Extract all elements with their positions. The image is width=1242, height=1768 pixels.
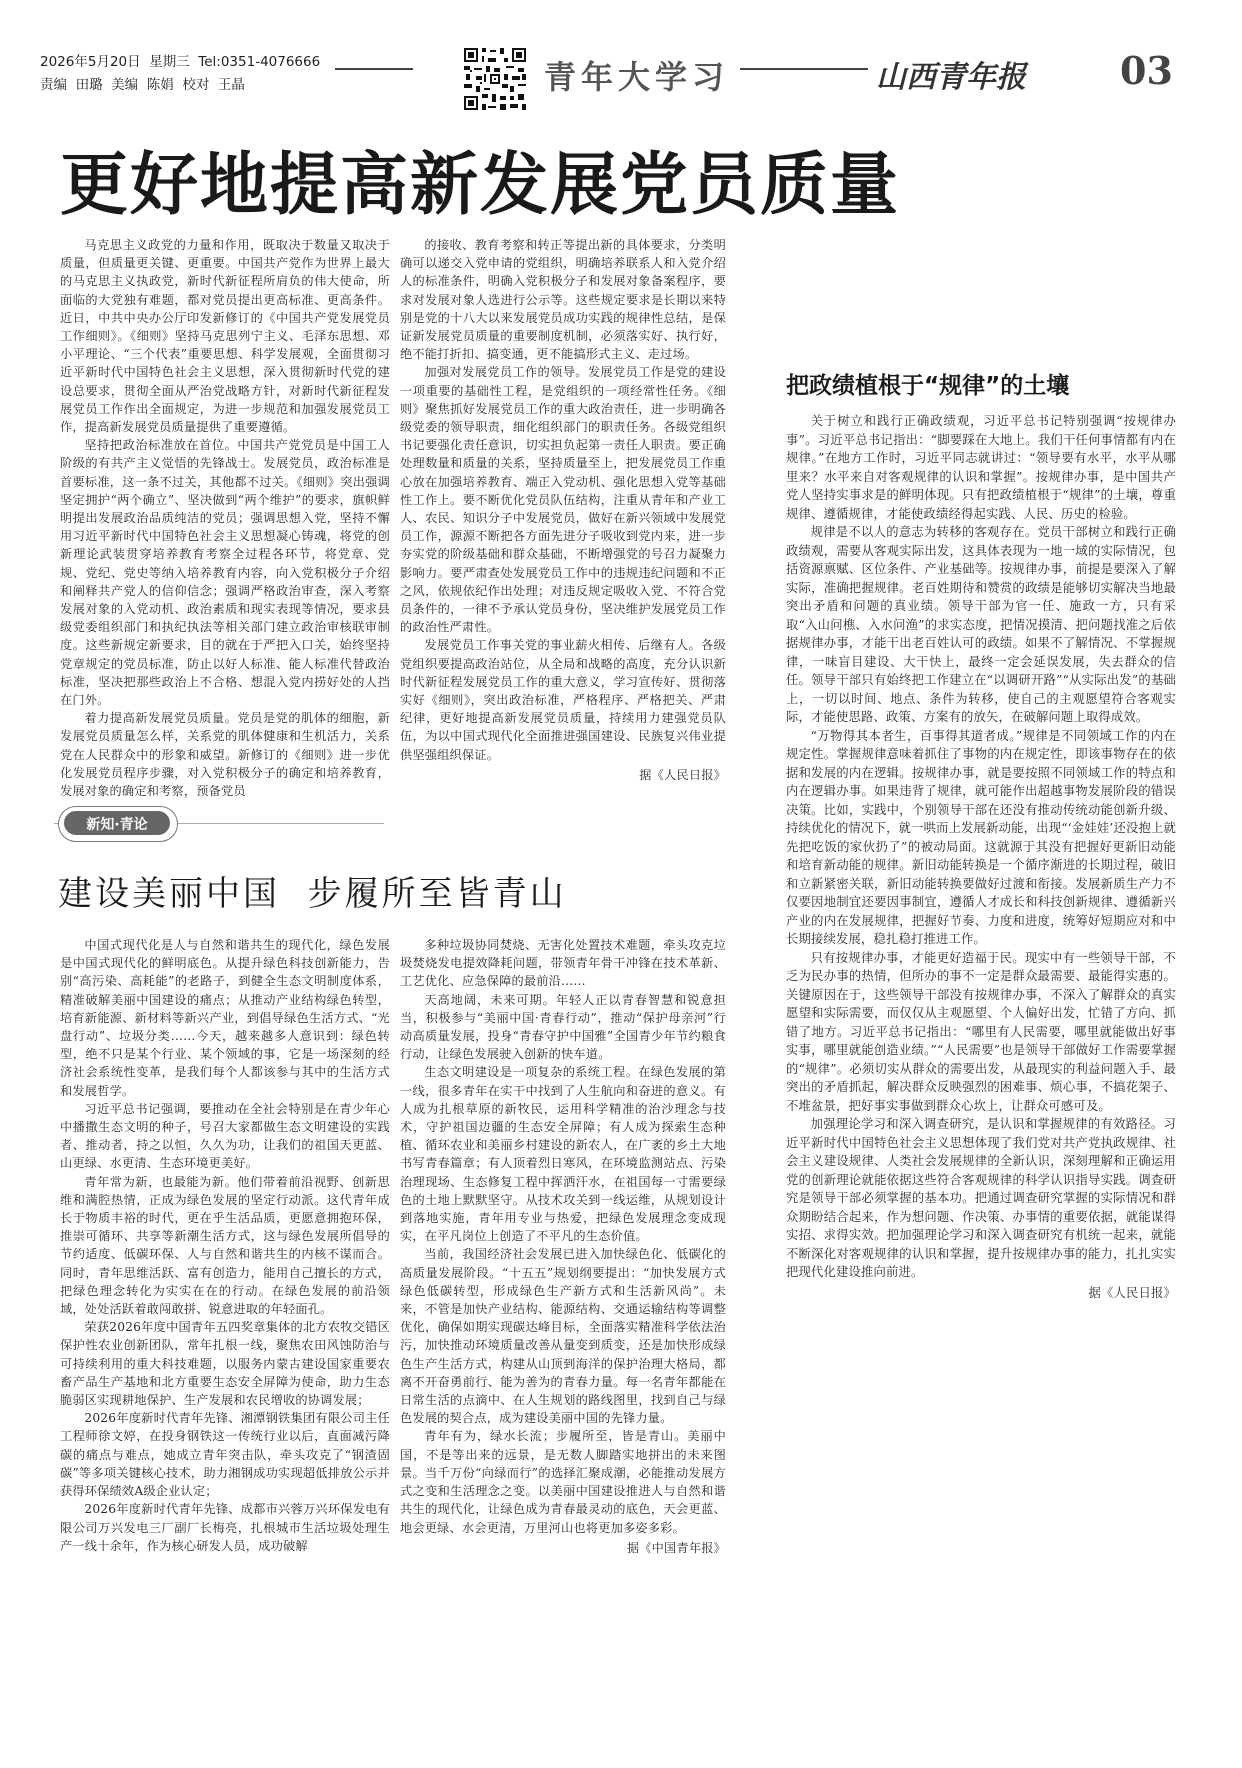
article3-headline: 把政绩植根于“规律”的土壤 — [786, 373, 1070, 399]
header-rule-right — [740, 68, 868, 70]
paragraph: 青年常为新，也最能为新。他们带着前沿视野、创新思维和满腔热情，正成为绿色发展的坚定行动派。这代青年成长于物质丰裕的时代，更在乎生活品质，更愿意拥抱环保，推崇可循环、共享等新潮生活方式，这与绿色发展所倡导的节约适度、低碳环保、人与自然和谐共生的内核不谋而合。同时，青年思维活跃、富有创造力，能用自己擅长的方式，把绿色理念转化为实实在在的行动。在绿色发展的前沿领域，处处活跃着敢闯敢拼、锐意进取的年轻面孔。 — [60, 1174, 390, 1317]
paragraph: 只有按规律办事，才能更好造福于民。现实中有一些领导干部，不乏为民办事的热情，但所办的事不一定是群众最需要、最能得实惠的。关键原因在于，这些领导干部没有按规律办事，不深入了解群众的真实愿望和实际需要，而仅仅从主观愿望、个人偏好出发，忙错了方向、抓错了地方。习近平总书记指出：“哪里有人民需要，哪里就能做出好事实事，哪里就能创造业绩。”“人民需要”也是领导干部做好工作需要掌握的“规律”。必须切实从群众的需要出发，从最现实的利益问题入手、最突出的矛盾抓起，解决群众反映强烈的困难事、烦心事，不搞花架子、不堆盆景，把好事实事做到群众心坎上，让群众可感可及。 — [786, 950, 1176, 1113]
source-credit: 据《人民日报》 — [1088, 1285, 1176, 1300]
source-credit: 据《中国青年报》 — [626, 1540, 726, 1555]
paragraph: 多种垃圾协同焚烧、无害化处置技术难题，牵头攻克垃圾焚烧发电提效降耗问题，带领青年骨干冲锋在技术革新、工艺优化、应急保障的最前沿…… — [400, 938, 726, 989]
paragraph: 中国式现代化是人与自然和谐共生的现代化，绿色发展是中国式现代化的鲜明底色。从提升绿色科技创新能力，告别“高污染、高耗能”的老路子，到健全生态文明制度体系，精准破解美丽中国建设的痛点；从推动产业结构绿色转型，培育新能源、新材料等新兴产业，到倡导绿色生活方式、“光盘行动”、垃圾分类……今天，越来越多人意识到：绿色转型，绝不只是某个行业、某个领域的事，它是一场深刻的经济社会系统性变革，是我们每个人都该参与其中的生活方式和发展哲学。 — [60, 938, 390, 1098]
paragraph: 加强对发展党员工作的领导。发展党员工作是党的建设一项重要的基础性工程，是党组织的一项经常性任务。《细则》聚焦抓好发展党员工作的重大政治责任，进一步明确各级党委的领导职责，细化组织部门的职责任务。各级党组织书记要强化责任意识，切实担负起第一责任人职责。要正确处理数量和质量的关系，坚持质量至上，把发展党员工作重心放在加强培养教育、端正入党动机、强化思想入党等基础性工作上。要不断优化党员队伍结构，注重从青年和产业工人、农民、知识分子中发展党员，做好在新兴领域中发展党员工作，源源不断把各方面先进分子吸收到党内来，进一步夯实党的阶级基础和群众基础，不断增强党的号召力凝聚力影响力。要严肃查处发展党员工作中的违规违纪问题和不正之风，依规依纪作出处理；对违反规定吸收入党、不符合党员条件的，一律不予承认党员身份，坚决维护发展党员工作的政治性严肃性。 — [400, 365, 726, 635]
page-number: 03 — [1120, 48, 1173, 93]
paragraph: 的接收、教育考察和转正等提出新的具体要求，分类明确可以递交入党申请的党组织，明确培养联系人和入党介绍人的标准条件，明确入党积极分子和发展对象备案程序，要求对发展对象人选进行公示等。这些规定要求是长期以来特别是党的十八大以来发展党员成功实践的规律性总结，是保证新发展党员质量的重要制度机制，必须落实好、执行好，绝不能打折扣、搞变通，更不能搞形式主义、走过场。 — [400, 238, 726, 362]
qr-code-icon — [462, 46, 528, 112]
paragraph: 2026年度新时代青年先锋、湘潭钢铁集团有限公司主任工程师徐文婷，在投身钢铁这一传统行业以后，直面减污降碳的痛点与难点，她成立青年突击队，牵头攻克了“钢渣固碳”等多项关键核心技术，助力湘钢成功实现超低排放公示并获得环保绩效A级企业认定； — [60, 1411, 390, 1499]
header-rule-left — [335, 68, 413, 70]
source-credit: 据《人民日报》 — [639, 767, 726, 782]
paragraph: 生态文明建设是一项复杂的系统工程。在绿色发展的第一线，很多青年在实干中找到了人生航向和奋进的意义。有人成为扎根草原的新牧民，运用科学精准的治沙理念与技术，守护祖国边疆的生态安全屏障；有人成为探索生态种植、循环农业和美丽乡村建设的新农人，在广袤的乡土大地书写青春篇章；有人顶着烈日寒风，在环境监测站点、污染治理现场、生态修复工程中挥洒汗水，在祖国每一寸需要绿色的土地上默默坚守。从技术攻关到一线运维，从规划设计到落地实施，青年用专业与热爱，把绿色发展理念变成现实，在平凡岗位上创造了不平凡的生态价值。 — [400, 1065, 726, 1244]
article3-column — [786, 412, 1176, 1302]
paragraph: 关于树立和践行正确政绩观，习近平总书记特别强调“按规律办事”。习近平总书记指出：“脚要踩在大地上。我们干任何事情都有内在规律。”在地方工作时，习近平同志就讲过：“领导要有水平，水平从哪里来？水平来自对客观规律的认识和掌握”。按规律办事，是中国共产党人坚持实事求是的鲜明体现。只有把政绩植根于“规律”的土壤，尊重规律、遵循规律，才能使政绩经得起实践、人民、历史的检验。 — [786, 414, 1176, 521]
article2-headline: 建设美丽中国 步履所至皆青山 — [58, 874, 567, 914]
column-tag-label: 新知·青论 — [86, 817, 148, 833]
masthead-logo: 山西青年报 — [876, 60, 1026, 95]
editors-line: 责编 田璐 美编 陈娟 校对 王晶 — [40, 77, 245, 93]
date-line: 2026年5月20日 星期三 Tel:0351-4076666 — [40, 54, 321, 70]
paragraph: “万物得其本者生，百事得其道者成。”规律是不同领域工作的内在规定性。掌握规律意味着抓住了事物的内在规定性，即该事物存在的依据和发展的内在逻辑。按规律办事，就是要按照不同领域工作的特点和内在逻辑办事。如果违背了规律，就可能作出超越事物发展阶段的错误决策。比如，实践中，个别领导干部在还没有推动传统动能创新升级、持续优化的情况下，就一哄而上发展新动能，出现“‘金娃娃’还没抱上就先把吃饭的家伙扔了”的被动局面。这就源于其没有把握好更新旧动能和培育新动能的规律。新旧动能转换是一个循序渐进的长期过程，破旧和立新紧密关联，新旧动能转换要做好过渡和衔接。发展新质生产力不仅要因地制宜还要因事制宜，遵循人才成长和科技创新规律、遵循新兴产业的内在发展规律，把握好节奏、力度和进度，统筹好短期应对和中长期接续发展，稳扎稳打推进工作。 — [786, 728, 1176, 946]
column-tag — [54, 806, 384, 842]
article-headline: 更好地提高新发展党员质量 — [60, 145, 901, 225]
paragraph: 当前，我国经济社会发展已进入加快绿色化、低碳化的高质量发展阶段。“十五五”规划纲要提出：“加快发展方式绿色低碳转型，形成绿色生产新方式和生活新风尚”。未来，不管是加快产业结构、能源结构、交通运输结构等调整优化，确保如期实现碳达峰目标，全面落实精准科学依法治污，加快推动环境质量改善从量变到质变，还是加快形成绿色生产生活方式，构建从山顶到海洋的保护治理大格局，都离不开奋勇前行、能为善为的青春力量。每一名青年都能在日常生活的点滴中、在人生规划的路线图里，找到自己与绿色发展的契合点，成为建设美丽中国的先锋力量。 — [400, 1247, 726, 1426]
article1-column-2 — [400, 236, 726, 784]
section-title: 青年大学习 — [544, 58, 730, 96]
paragraph: 天高地阔，未来可期。年轻人正以青春智慧和锐意担当，积极参与“美丽中国·青春行动”，推动“保护母亲河”行动高质量发展，投身“青春守护中国雅”全国青少年节约粮食行动，让绿色发展驶入创新的快车道。 — [400, 992, 726, 1062]
paragraph: 规律是不以人的意志为转移的客观存在。党员干部树立和践行正确政绩观，需要从客观实际出发，这具体表现为一地一域的实际情况，包括资源禀赋、区位条件、产业基础等。按规律办事，前提是要深入了解实际，准确把握规律。老百姓期待和赞赏的政绩是能够切实解决当地最突出矛盾和问题的真业绩。领导干部为官一任、施政一方，只有采取“入山问樵、入水问渔”的求实态度，把情况摸清、把问题找准之后依据规律办事，才能干出老百姓认可的政绩。如果不了解情况、不掌握规律，一味盲目建设、大干快上，最终一定会延误发展，失去群众的信任。领导干部只有始终把工作建立在“以调研开路”“从实际出发”的基础上，一切以时间、地点、条件为转移，使自己的主观愿望符合客观实际，才能使思路、政策、方案有的放矢，在破解问题上取得成效。 — [786, 525, 1176, 724]
paragraph: 着力提高新发展党员质量。党员是党的肌体的细胞，新发展党员质量怎么样，关系党的肌体健康和生机活力，关系党在人民群众中的形象和威望。新修订的《细则》进一步优化发展党员程序步骤，对入党积极分子的确定和培养教育，发展对象的确定和考察，预备党员 — [60, 711, 390, 799]
paragraph: 习近平总书记强调，要推动在全社会特别是在青少年心中播撒生态文明的种子，号召大家都做生态文明建设的实践者、推动者，持之以恒，久久为功，让我们的祖国天更蓝、山更绿、水更清、生态环境更美好。 — [60, 1101, 390, 1171]
article2-column-1 — [60, 936, 390, 1555]
paragraph: 2026年度新时代青年先锋、成都市兴蓉万兴环保发电有限公司万兴发电三厂副厂长梅亮，扎根城市生活垃圾处理生产一线十余年，作为核心研发人员，成功破解 — [60, 1502, 390, 1553]
paragraph: 马克思主义政党的力量和作用，既取决于数量又取决于质量，但质量更关键、更重要。中国共产党作为世界上最大的马克思主义执政党，新时代新征程所肩负的伟大使命，所面临的大党独有难题，都对党员提出更高标准、更高条件。近日，中共中央办公厅印发新修订的《中国共产党发展党员工作细则》。《细则》坚持马克思列宁主义、毛泽东思想、邓小平理论、“三个代表”重要思想、科学发展观，全面贯彻习近平新时代中国特色社会主义思想，深入贯彻新时代党的建设总要求，贯彻全面从严治党战略方针，对新时代新征程发展党员工作作出全面规定，为进一步规范和加强发展党员工作，提高新发展党员质量提供了重要遵循。 — [60, 238, 390, 435]
article2-column-2 — [400, 936, 726, 1557]
paragraph: 加强理论学习和深入调查研究，是认识和掌握规律的有效路径。习近平新时代中国特色社会主义思想体现了我们党对共产党执政规律、社会主义建设规律、人类社会发展规律的全新认识，深刻理解和正确运用党的创新理论就能依据这些符合客观规律的科学认识指导实践。调查研究是领导干部必须掌握的基本功。把通过调查研究掌握的实际情况和群众期盼结合起来，作为想问题、作决策、办事情的重要依据，就能谋得实招、求得实效。把加强理论学习和深入调查研究有机统一起来，就能不断深化对客观规律的认识和掌握，提升按规律办事的能力，扎扎实实把现代化建设推向前进。 — [786, 1117, 1176, 1279]
article1-column-1 — [60, 236, 390, 800]
paragraph: 青年有为，绿水长流；步履所至，皆是青山。美丽中国，不是等出来的远景，是无数人脚踏实地拼出的未来图景。当千万份“向绿而行”的选择汇聚成潮，必能推动发展方式之变和生活理念之变。以美丽中国建设推进人与自然和谐共生的现代化，让绿色成为青春最灵动的底色，天会更蓝、地会更绿、水会更清，万里河山也将更加多姿多彩。 — [400, 1429, 726, 1535]
paragraph: 荣获2026年度中国青年五四奖章集体的北方农牧交错区保护性农业创新团队，常年扎根一线，聚焦农田风蚀防治与可持续利用的重大科技难题，以服务内蒙古建设国家重要农畜产品生产基地和北方重要生态安全屏障为使命，助力生态脆弱区实现耕地保护、生产发展和农民增收的协调发展； — [60, 1320, 390, 1408]
paragraph: 发展党员工作事关党的事业薪火相传、后继有人。各级党组织要提高政治站位，从全局和战略的高度，充分认识新时代新征程发展党员工作的重大意义，学习宣传好、贯彻落实好《细则》，突出政治标准，严格程序、严格把关、严肃纪律，更好地提高新发展党员质量，持续用力建强党员队伍，为以中国式现代化全面推进强国建设、民族复兴伟业提供坚强组织保证。 — [400, 638, 726, 762]
paragraph: 坚持把政治标准放在首位。中国共产党党员是中国工人阶级的有共产主义觉悟的先锋战士。发展党员，政治标准是首要标准，这一条不过关，其他都不过关。《细则》突出强调坚定拥护“两个确立”、坚决做到“两个维护”的要求，旗帜鲜明提出发展政治品质纯洁的党员；强调思想入党，坚持不懈用习近平新时代中国特色社会主义思想凝心铸魂，将党的创新理论武装贯穿培养教育考察全过程各环节，将党章、党规、党纪、党史等纳入培养教育内容，向入党积极分子介绍和阐释共产党人的信仰信念；强调严格政治审查，深入考察发展对象的入党动机、政治素质和现实表现等情况，要求县级党委组织部门和执纪执法等相关部门建立政治审核联审制度。这些新规定新要求，目的就在于严把入口关，始终坚持党章规定的党员标准，防止以好人标准、能人标准代替政治标准，坚决把那些政治上不合格、想混入党内捞好处的人挡在门外。 — [60, 438, 390, 708]
